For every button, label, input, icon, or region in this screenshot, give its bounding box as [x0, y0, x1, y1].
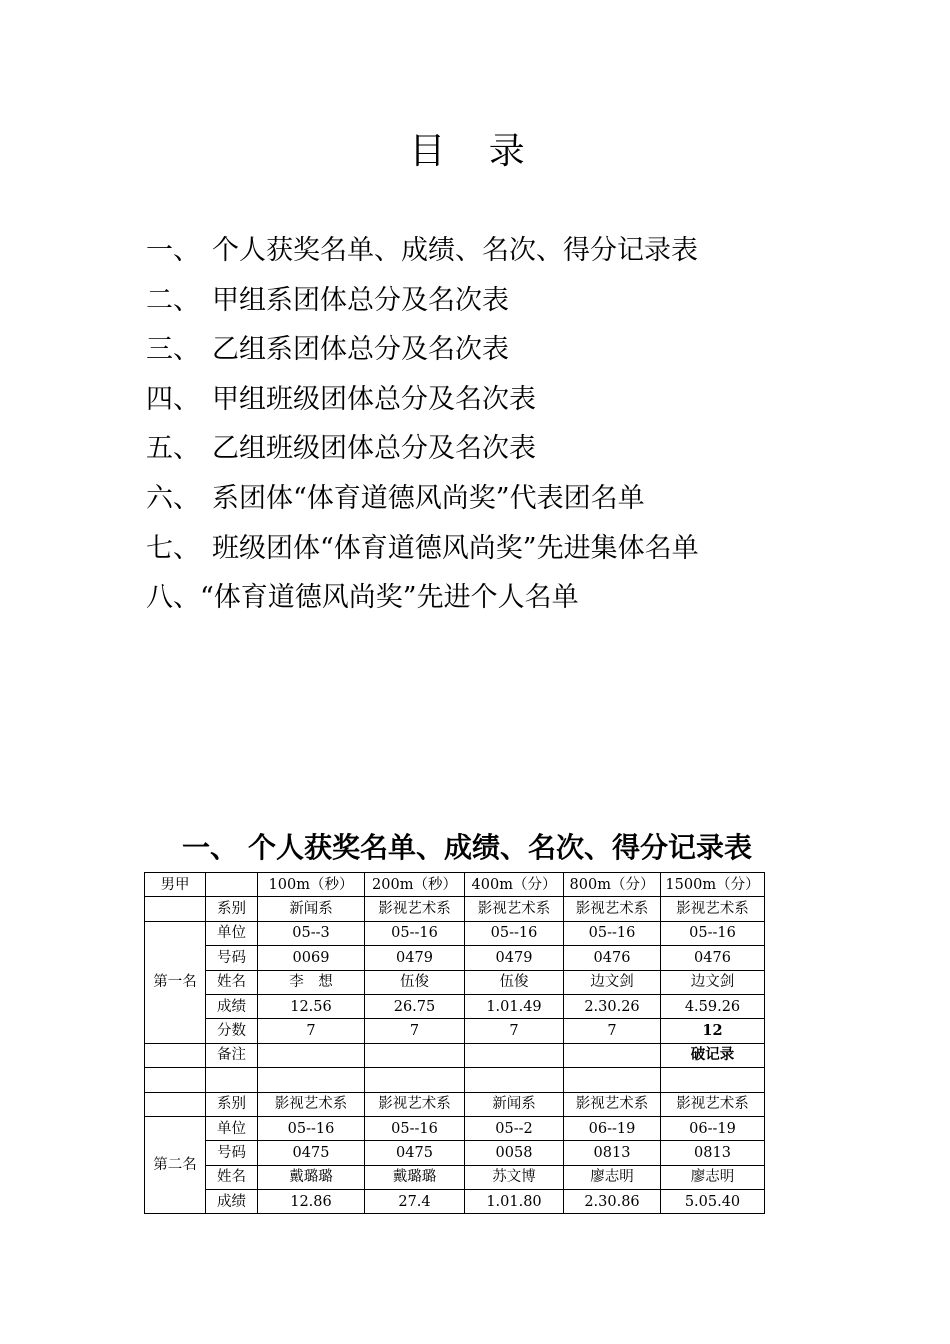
toc-item-text: 乙组系团体总分及名次表 — [212, 334, 509, 366]
section-title — [182, 826, 752, 870]
table-row — [145, 921, 765, 945]
spacer-row — [145, 1068, 765, 1092]
table-cell: 1.01.49 — [465, 994, 564, 1018]
table-cell: 5.05.40 — [661, 1190, 765, 1214]
table-cell: 戴璐璐 — [365, 1165, 465, 1189]
table-cell: 2.30.26 — [564, 994, 661, 1018]
table-row — [145, 1092, 765, 1116]
table-cell: 新闻系 — [258, 897, 365, 921]
toc-item-text: 甲组班级团体总分及名次表 — [212, 383, 536, 415]
table-cell: 0069 — [258, 946, 365, 970]
table-cell: 边文剑 — [661, 970, 765, 994]
record-note: 破记录 — [661, 1043, 765, 1067]
table-cell: 戴璐璐 — [258, 1165, 365, 1189]
row-label: 单位 — [206, 1116, 258, 1140]
toc-item-number: 四、 — [146, 383, 200, 415]
table-cell: 05--16 — [365, 1116, 465, 1140]
toc-item-number: 二、 — [146, 284, 200, 316]
row-label: 姓名 — [206, 970, 258, 994]
toc-item-number: 三、 — [146, 334, 200, 366]
group-cell: 男甲 — [145, 873, 206, 897]
table-cell: 7 — [258, 1019, 365, 1043]
table-cell: 7 — [365, 1019, 465, 1043]
empty-cell — [206, 1068, 258, 1092]
table-cell: 2.30.86 — [564, 1190, 661, 1214]
table-cell: 影视艺术系 — [465, 897, 564, 921]
empty-cell — [258, 1068, 365, 1092]
row-label: 备注 — [206, 1043, 258, 1067]
table-cell: 06--19 — [661, 1116, 765, 1140]
header-row — [145, 873, 765, 897]
empty-cell — [365, 1068, 465, 1092]
empty-cell — [465, 1068, 564, 1092]
table-row — [145, 1165, 765, 1189]
table-cell — [258, 1043, 365, 1067]
table-cell: 12 — [661, 1019, 765, 1043]
table-cell: 0813 — [564, 1141, 661, 1165]
rank-cell: 第二名 — [145, 1116, 206, 1214]
table-cell: 05--16 — [465, 921, 564, 945]
table-cell: 0476 — [564, 946, 661, 970]
toc-item — [146, 276, 699, 326]
table-cell: 26.75 — [365, 994, 465, 1018]
table-cell: 27.4 — [365, 1190, 465, 1214]
table-row — [145, 1141, 765, 1165]
empty-cell — [661, 1068, 765, 1092]
row-label: 成绩 — [206, 994, 258, 1018]
toc-item-number: 五、 — [146, 433, 200, 465]
results-table — [144, 872, 765, 1214]
section-number: 一、 — [182, 831, 239, 864]
toc-item — [146, 424, 699, 474]
toc-item — [146, 375, 699, 425]
row-label: 号码 — [206, 946, 258, 970]
toc-item-number: 六、 — [146, 482, 200, 514]
remark-row — [145, 1043, 765, 1067]
toc-item — [146, 325, 699, 375]
table-cell: 影视艺术系 — [258, 1092, 365, 1116]
table-cell: 0475 — [258, 1141, 365, 1165]
toc-item-text: “体育道德风尚奖”先进个人名单 — [200, 582, 579, 614]
event-header: 800m（分） — [564, 873, 661, 897]
table-row — [145, 1190, 765, 1214]
rank-cell: 第一名 — [145, 921, 206, 1043]
table-cell: 伍俊 — [465, 970, 564, 994]
toc-list — [146, 226, 699, 623]
table-cell: 4.59.26 — [661, 994, 765, 1018]
event-header: 200m（秒） — [365, 873, 465, 897]
event-header: 400m（分） — [465, 873, 564, 897]
table-cell: 新闻系 — [465, 1092, 564, 1116]
table-cell: 0813 — [661, 1141, 765, 1165]
toc-item-number: 七、 — [146, 532, 200, 564]
row-label: 号码 — [206, 1141, 258, 1165]
table-cell: 伍俊 — [365, 970, 465, 994]
table-cell: 05--2 — [465, 1116, 564, 1140]
toc-item-number: 一、 — [146, 235, 200, 266]
table-cell — [365, 1043, 465, 1067]
row-label: 系别 — [206, 897, 258, 921]
toc-title: 目 录 — [409, 131, 541, 172]
table-cell: 影视艺术系 — [661, 1092, 765, 1116]
table-cell: 0479 — [365, 946, 465, 970]
table-cell: 影视艺术系 — [661, 897, 765, 921]
table-cell: 12.56 — [258, 994, 365, 1018]
empty-cell — [145, 897, 206, 921]
row-label: 姓名 — [206, 1165, 258, 1189]
table-cell: 05--3 — [258, 921, 365, 945]
table-cell: 05--16 — [564, 921, 661, 945]
table-cell: 影视艺术系 — [365, 897, 465, 921]
toc-item — [146, 524, 699, 574]
table-row — [145, 897, 765, 921]
table-cell: 7 — [465, 1019, 564, 1043]
table-cell: 影视艺术系 — [564, 897, 661, 921]
toc-item — [146, 573, 699, 623]
toc-item-text: 个人获奖名单、成绩、名次、得分记录表 — [212, 235, 698, 266]
table-cell: 0475 — [365, 1141, 465, 1165]
table-cell — [465, 1043, 564, 1067]
table-cell: 12.86 — [258, 1190, 365, 1214]
table-cell: 边文剑 — [564, 970, 661, 994]
toc-item — [146, 226, 699, 276]
table-row — [145, 1116, 765, 1140]
table-cell: 05--16 — [661, 921, 765, 945]
row-label: 分数 — [206, 1019, 258, 1043]
table-cell: 0476 — [661, 946, 765, 970]
toc-item-text: 乙组班级团体总分及名次表 — [212, 433, 536, 465]
table-cell: 影视艺术系 — [564, 1092, 661, 1116]
toc-item-text: 班级团体“体育道德风尚奖”先进集体名单 — [212, 532, 699, 564]
table-cell: 廖志明 — [661, 1165, 765, 1189]
table-row — [145, 970, 765, 994]
empty-cell — [564, 1068, 661, 1092]
table-cell: 1.01.80 — [465, 1190, 564, 1214]
table-cell: 0479 — [465, 946, 564, 970]
table-row — [145, 1019, 765, 1043]
event-header: 1500m（分） — [661, 873, 765, 897]
toc-item-number: 八、 — [146, 582, 200, 614]
table-cell: 廖志明 — [564, 1165, 661, 1189]
table-cell — [564, 1043, 661, 1067]
section-title-text: 个人获奖名单、成绩、名次、得分记录表 — [248, 831, 753, 864]
table-cell: 苏文博 — [465, 1165, 564, 1189]
table-cell: 05--16 — [258, 1116, 365, 1140]
row-label: 系别 — [206, 1092, 258, 1116]
table-cell: 7 — [564, 1019, 661, 1043]
table-row — [145, 994, 765, 1018]
event-header: 100m（秒） — [258, 873, 365, 897]
empty-cell — [145, 1043, 206, 1067]
table-cell: 0058 — [465, 1141, 564, 1165]
table-cell: 影视艺术系 — [365, 1092, 465, 1116]
table-cell: 李 想 — [258, 970, 365, 994]
toc-item-text: 甲组系团体总分及名次表 — [212, 284, 509, 316]
empty-cell — [145, 1068, 206, 1092]
toc-item — [146, 474, 699, 524]
table-row — [145, 946, 765, 970]
table-cell: 06--19 — [564, 1116, 661, 1140]
empty-cell — [145, 1092, 206, 1116]
empty-cell — [206, 873, 258, 897]
row-label: 单位 — [206, 921, 258, 945]
toc-item-text: 系团体“体育道德风尚奖”代表团名单 — [212, 482, 645, 514]
row-label: 成绩 — [206, 1190, 258, 1214]
table-cell: 05--16 — [365, 921, 465, 945]
